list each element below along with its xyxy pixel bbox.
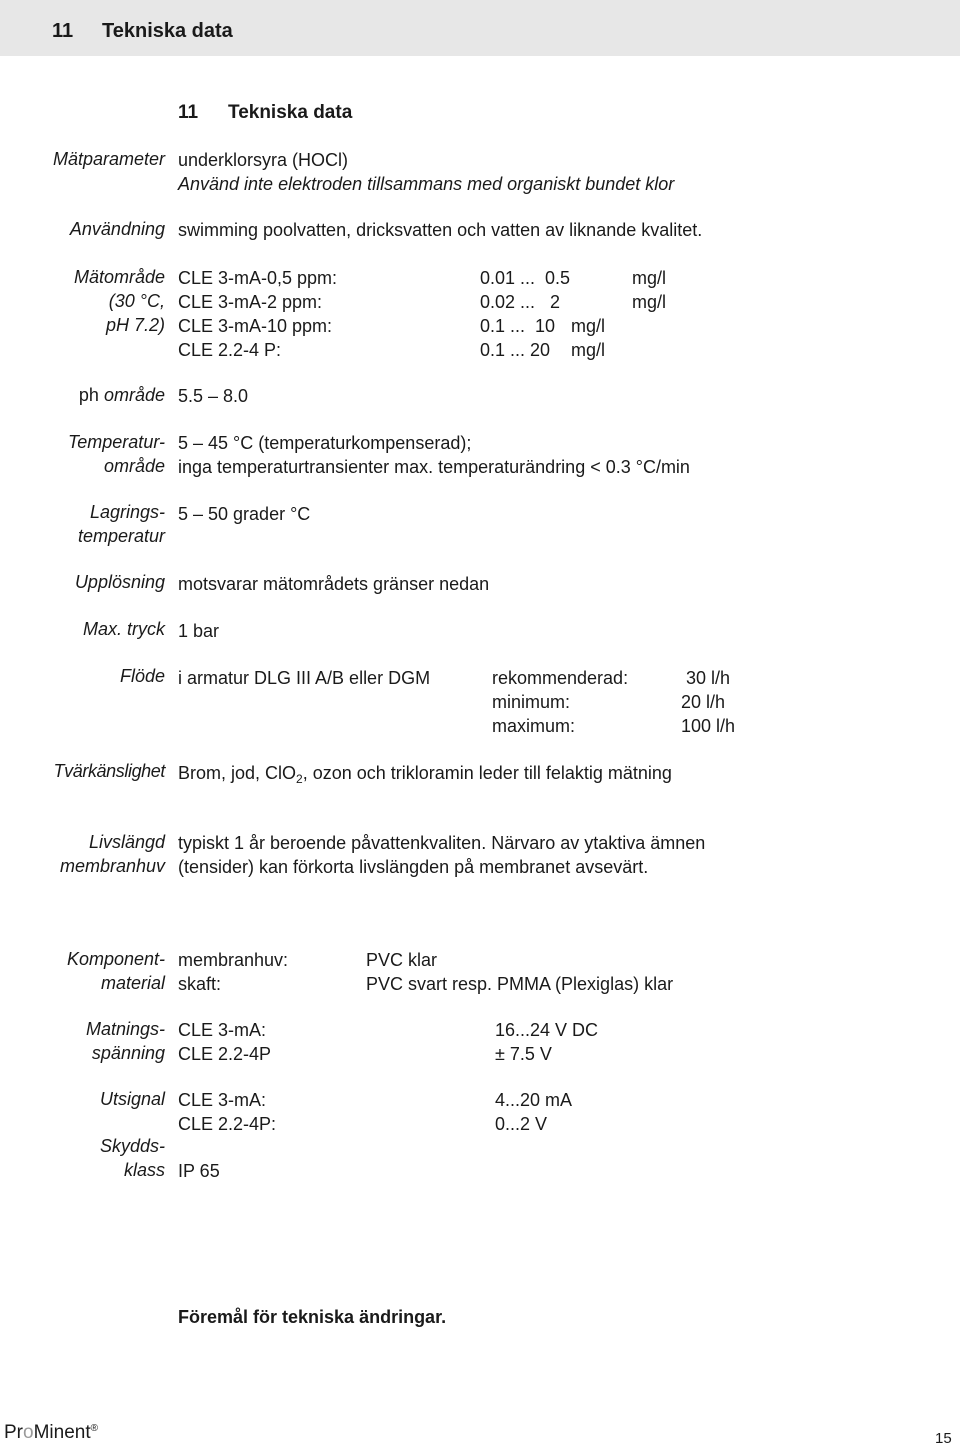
prominent-logo — [4, 1422, 98, 1444]
flow-description: i armatur DLG III A/B eller DGM — [178, 668, 431, 688]
header-chapter-title: Tekniska data — [102, 20, 233, 42]
label-matning: Matnings- — [85, 1019, 165, 1039]
cross-sensitivity-sub: 2 — [296, 772, 303, 786]
output-item-value: 0...2 V — [495, 1114, 548, 1134]
label-material: Komponent- — [66, 949, 165, 969]
range-unit: mg/l — [632, 292, 667, 312]
range-value: 0.1 ... 10 — [480, 316, 556, 336]
label-matomrade: Mätområde — [73, 267, 165, 287]
label-temperaturomrade: Temperatur- — [67, 432, 165, 452]
flow-item-value: 100 l/h — [681, 716, 736, 736]
page-header — [0, 0, 960, 56]
material-item-name: membranhuv: — [178, 950, 289, 970]
cross-sensitivity-pre: Brom, jod, ClO — [178, 763, 297, 783]
ph-value: 5.5 – 8.0 — [178, 386, 249, 406]
change-note: Föremål för tekniska ändringar. — [178, 1307, 447, 1327]
label-utsignal: Utsignal — [99, 1089, 165, 1109]
label-ph-prefix: ph — [78, 385, 99, 405]
temperature-range: 5 – 45 °C (temperaturkompenserad); — [178, 433, 472, 453]
matparameter-note: Använd inte elektroden tillsammans med organiskt bundet klor — [178, 174, 675, 194]
section-title: Tekniska data — [228, 102, 353, 123]
label-livslangd: Livslängd — [88, 832, 165, 852]
label-matomrade-temp: (30 °C, — [108, 291, 165, 311]
resolution-value: motsvarar mätområdets gränser nedan — [178, 574, 490, 594]
range-sensor-name: CLE 3-mA-2 ppm: — [178, 292, 323, 312]
logo-part-pr: Pr — [4, 1422, 23, 1443]
label-skydd-2: klass — [123, 1160, 165, 1180]
flow-item-name: maximum: — [492, 716, 576, 736]
label-temperaturomrade-2: område — [103, 456, 165, 476]
pressure-value: 1 bar — [178, 621, 220, 641]
label-skydd: Skydds- — [99, 1136, 165, 1156]
label-upplosning: Upplösning — [74, 572, 165, 592]
label-matomrade-ph: pH 7.2) — [105, 315, 165, 335]
storage-temperature: 5 – 50 grader °C — [178, 504, 311, 524]
flow-item-name: rekommenderad: — [492, 668, 629, 688]
range-unit: mg/l — [571, 316, 606, 336]
label-matning-2: spänning — [91, 1043, 165, 1063]
supply-item-value: ± 7.5 V — [495, 1044, 552, 1064]
range-value: 0.01 ... 0.5 — [480, 268, 571, 288]
logo-part-minent: Minent — [33, 1422, 91, 1443]
label-tryck: Max. tryck — [82, 619, 165, 639]
header-chapter-number: 11 — [52, 20, 74, 42]
supply-item-name: CLE 2.2-4P — [178, 1044, 272, 1064]
material-item-name: skaft: — [178, 974, 222, 994]
range-unit: mg/l — [571, 340, 606, 360]
label-material-2: material — [100, 973, 165, 993]
range-sensor-name: CLE 3-mA-0,5 ppm: — [178, 268, 338, 288]
label-tvarkanslighet: Tvärkänslighet — [53, 761, 165, 781]
range-sensor-name: CLE 2.2-4 P: — [178, 340, 282, 360]
range-value: 0.1 ... 20 — [480, 340, 551, 360]
logo-part-o: o — [23, 1422, 34, 1443]
protection-class: IP 65 — [178, 1161, 220, 1181]
range-unit: mg/l — [632, 268, 667, 288]
cross-sensitivity — [178, 762, 672, 786]
label-ph — [79, 384, 165, 408]
range-sensor-name: CLE 3-mA-10 ppm: — [178, 316, 333, 336]
section-number: 11 — [178, 102, 199, 123]
label-lagring: Lagrings- — [89, 502, 165, 522]
label-ph-rest: område — [98, 385, 165, 405]
label-lagring-2: temperatur — [77, 526, 165, 546]
label-anvandning: Användning — [69, 219, 165, 239]
material-item-value: PVC klar — [366, 950, 438, 970]
anvandning-value: swimming poolvatten, dricksvatten och vatten av liknande kvalitet. — [178, 220, 703, 240]
cross-sensitivity-post: , ozon och trikloramin leder till felaktig mätning — [302, 763, 672, 783]
flow-item-name: minimum: — [492, 692, 571, 712]
label-matparameter: Mätparameter — [52, 149, 165, 169]
label-livslangd-2: membranhuv — [59, 856, 165, 876]
supply-item-name: CLE 3-mA: — [178, 1020, 267, 1040]
output-item-name: CLE 3-mA: — [178, 1090, 267, 1110]
range-value: 0.02 ... 2 — [480, 292, 561, 312]
matparameter-value: underklorsyra (HOCl) — [178, 150, 349, 170]
page-number: 15 — [935, 1430, 952, 1447]
temperature-note: inga temperaturtransienter max. temperaturändring < 0.3 °C/min — [178, 457, 690, 477]
flow-item-value: 30 l/h — [686, 668, 731, 688]
flow-item-value: 20 l/h — [681, 692, 726, 712]
material-item-value: PVC svart resp. PMMA (Plexiglas) klar — [366, 974, 674, 994]
registered-mark: ® — [90, 1423, 98, 1434]
output-item-value: 4...20 mA — [495, 1090, 573, 1110]
output-item-name: CLE 2.2-4P: — [178, 1114, 277, 1134]
lifetime-line1: typiskt 1 år beroende påvattenkvaliten. Närvaro av ytaktiva ämnen — [178, 833, 706, 853]
label-flode: Flöde — [119, 666, 165, 686]
lifetime-line2: (tensider) kan förkorta livslängden på membranet avsevärt. — [178, 857, 649, 877]
supply-item-value: 16...24 V DC — [495, 1020, 599, 1040]
